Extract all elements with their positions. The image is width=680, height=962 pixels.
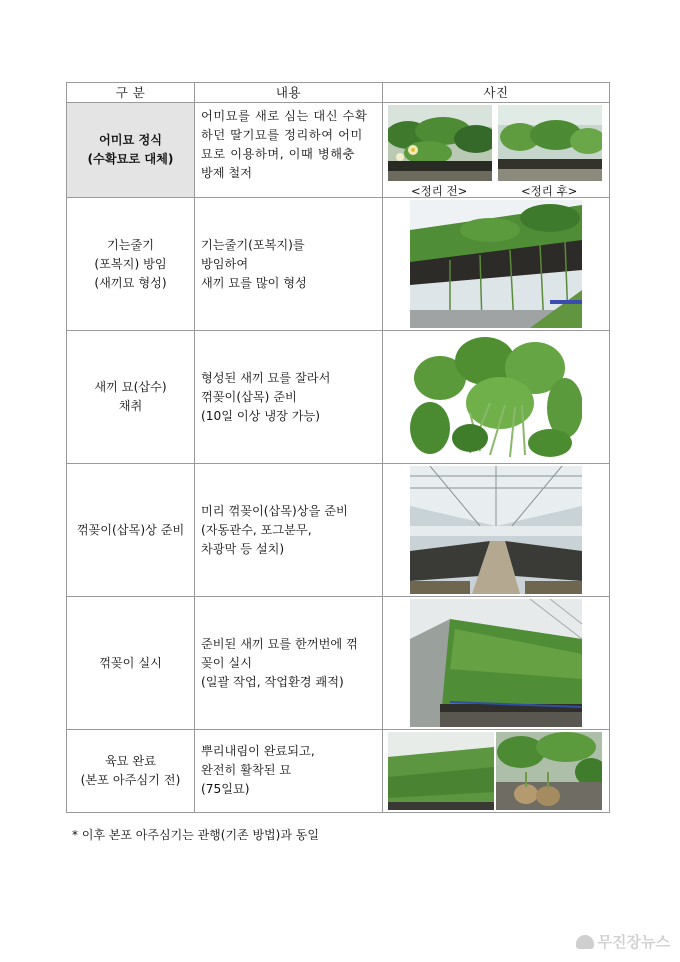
footnote: * 이후 본포 아주심기는 관행(기존 방법)과 동일 (72, 828, 319, 842)
content-cell: 준비된 새끼 묘를 한꺼번에 꺾 꽂이 실시 (일괄 작업, 작업환경 쾌적) (195, 597, 383, 730)
content-cell: 뿌리내림이 완료되고, 완전히 활착된 묘 (75일묘) (195, 730, 383, 813)
propagation-table (66, 82, 610, 813)
category-cell: 육묘 완료 (본포 아주심기 전) (67, 730, 195, 813)
photo-rooted-plants (496, 732, 602, 810)
category-cell: 어미묘 정식 (수확묘로 대체) (67, 103, 195, 198)
photo-cell (383, 103, 610, 198)
table-header-row (67, 83, 610, 103)
content-cell: 어미묘를 새로 심는 대신 수확 하던 딸기묘를 정리하여 어미 묘로 이용하며, 이때 병해충 방제 철저 (195, 103, 383, 198)
photo-cuttings (410, 333, 582, 461)
table-row (67, 597, 610, 730)
watermark-text: 무진장뉴스 (597, 933, 670, 951)
photo-runners (410, 200, 582, 328)
header-content: 내용 (195, 83, 383, 103)
photo-after-cleanup (498, 105, 602, 181)
content-cell: 형성된 새끼 묘를 잘라서 꺾꽂이(삽목) 준비 (10일 이상 냉장 가능) (195, 331, 383, 464)
table-row (67, 730, 610, 813)
photo-cell (383, 198, 610, 331)
category-cell: 꺾꽂이 실시 (67, 597, 195, 730)
header-photo: 사진 (383, 83, 610, 103)
photo-cell (383, 464, 610, 597)
category-cell: 새끼 묘(삽수) 채취 (67, 331, 195, 464)
caption-after: <정리 후> (521, 184, 578, 198)
category-cell: 꺾꽂이(삽목)상 준비 (67, 464, 195, 597)
category-cell: 기는줄기 (포복지) 방임 (새끼묘 형성) (67, 198, 195, 331)
photo-seedlings-house (388, 732, 494, 810)
photo-cutting-planting (410, 599, 582, 727)
photo-before-cleanup (388, 105, 492, 181)
caption-before: <정리 전> (411, 184, 468, 198)
photo-cell (383, 331, 610, 464)
photo-cutting-beds (410, 466, 582, 594)
watermark-logo-icon (576, 935, 594, 949)
photo-cell (383, 597, 610, 730)
table-row (67, 464, 610, 597)
table-row (67, 198, 610, 331)
content-cell: 기는줄기(포복지)를 방임하여 새끼 묘를 많이 형성 (195, 198, 383, 331)
watermark (576, 931, 670, 952)
header-category: 구 분 (67, 83, 195, 103)
table-row (67, 331, 610, 464)
photo-cell (383, 730, 610, 813)
content-cell: 미리 꺾꽂이(삽목)상을 준비 (자동관수, 포그분무, 차광막 등 설치) (195, 464, 383, 597)
table-row (67, 103, 610, 198)
